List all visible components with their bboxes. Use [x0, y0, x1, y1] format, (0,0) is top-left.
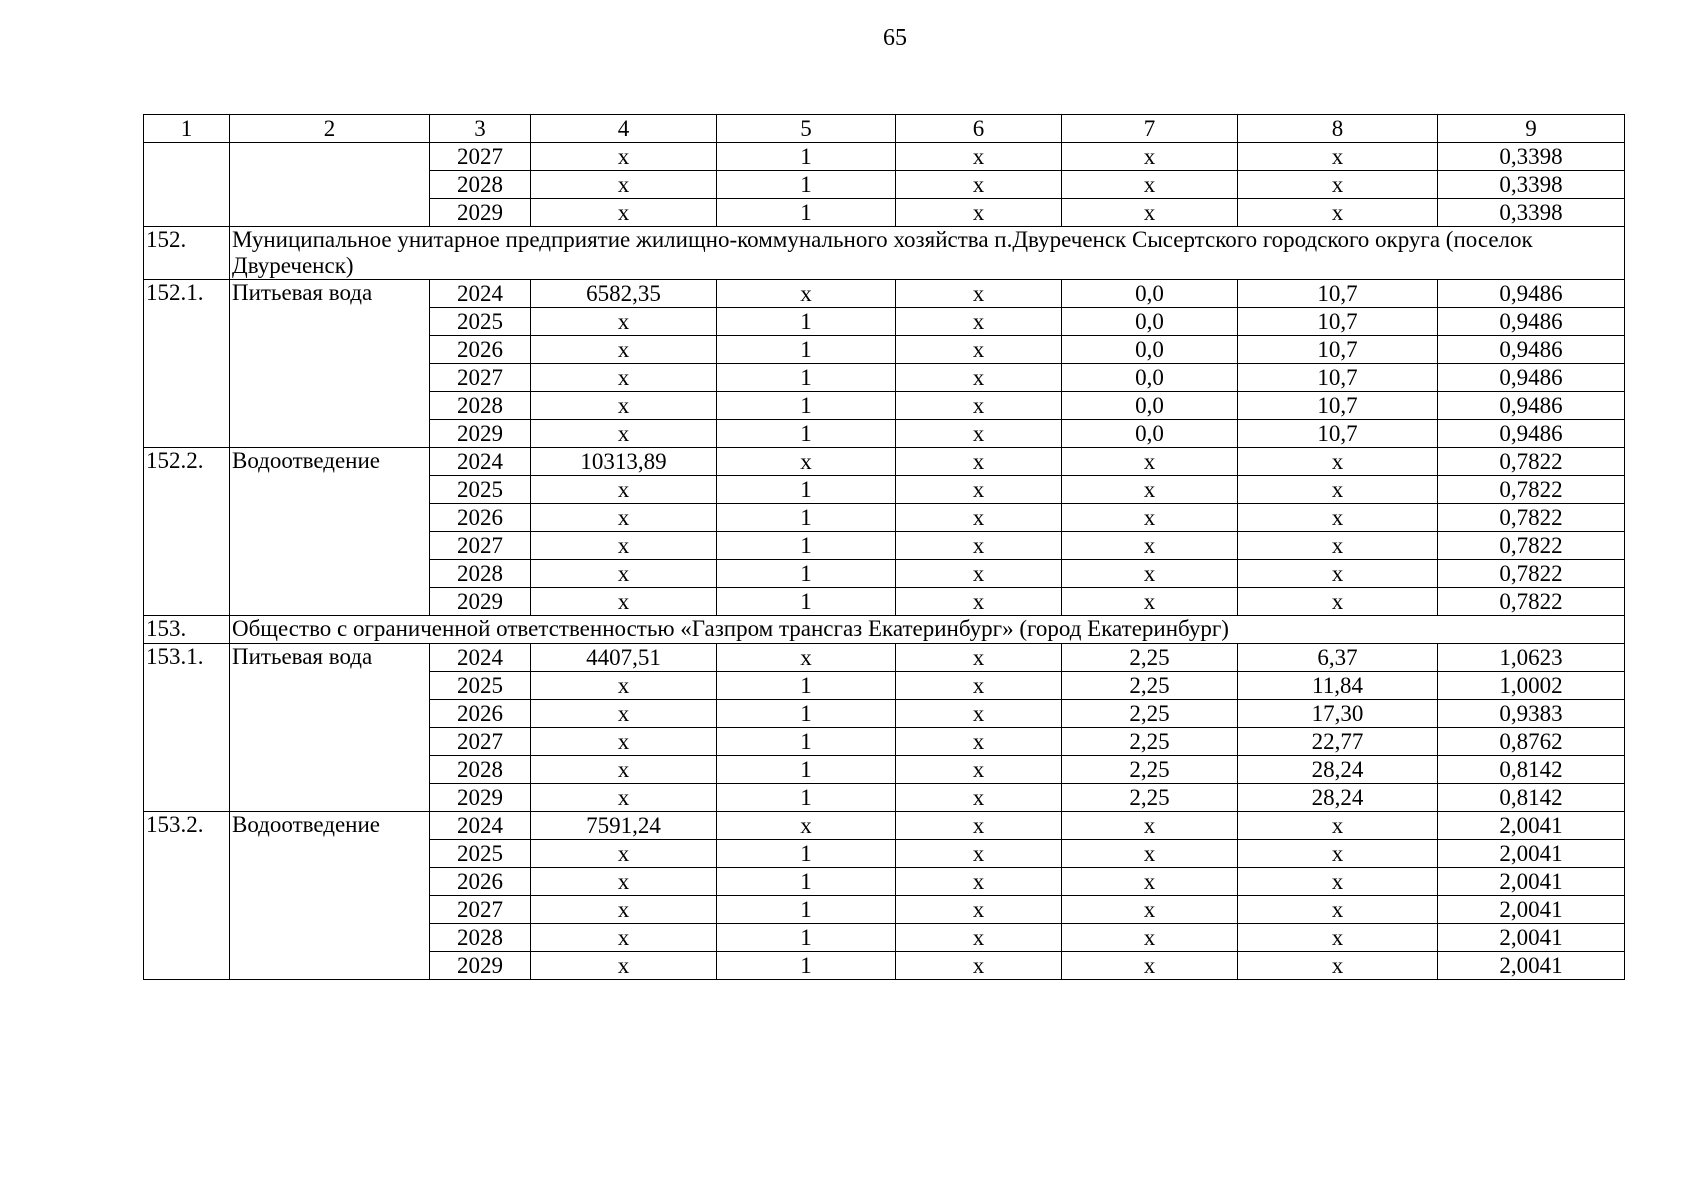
value-cell: x: [531, 336, 717, 364]
value-cell: 10,7: [1238, 280, 1438, 308]
value-cell: 0,0: [1062, 280, 1238, 308]
table-row: [144, 644, 1625, 672]
value-cell: 2027: [430, 728, 531, 756]
value-cell: 2024: [430, 448, 531, 476]
value-cell: 2,25: [1062, 700, 1238, 728]
organization-row: [144, 227, 1625, 280]
value-cell: x: [896, 392, 1062, 420]
value-cell: 1: [717, 700, 896, 728]
value-cell: 10313,89: [531, 448, 717, 476]
column-number-cell: 7: [1062, 115, 1238, 143]
value-cell: 2027: [430, 143, 531, 171]
value-cell: 6,37: [1238, 644, 1438, 672]
value-cell: 1,0002: [1438, 672, 1625, 700]
service-name-cell: Питьевая вода: [230, 644, 430, 812]
value-cell: x: [531, 504, 717, 532]
service-name-cell: Питьевая вода: [230, 280, 430, 448]
value-cell: x: [896, 171, 1062, 199]
value-cell: 2025: [430, 308, 531, 336]
value-cell: x: [896, 280, 1062, 308]
value-cell: 10,7: [1238, 336, 1438, 364]
value-cell: x: [1062, 560, 1238, 588]
value-cell: x: [896, 756, 1062, 784]
value-cell: 1: [717, 756, 896, 784]
value-cell: 1: [717, 896, 896, 924]
value-cell: 6582,35: [531, 280, 717, 308]
value-cell: x: [717, 644, 896, 672]
value-cell: x: [531, 784, 717, 812]
value-cell: 2029: [430, 420, 531, 448]
section-number-cell: 153.: [144, 616, 230, 644]
value-cell: x: [896, 672, 1062, 700]
column-number-cell: 8: [1238, 115, 1438, 143]
value-cell: x: [1062, 476, 1238, 504]
value-cell: 0,3398: [1438, 171, 1625, 199]
value-cell: x: [1238, 476, 1438, 504]
value-cell: 0,0: [1062, 336, 1238, 364]
value-cell: 0,8142: [1438, 784, 1625, 812]
value-cell: 1,0623: [1438, 644, 1625, 672]
value-cell: x: [531, 364, 717, 392]
value-cell: 2,0041: [1438, 924, 1625, 952]
value-cell: x: [531, 143, 717, 171]
value-cell: x: [531, 896, 717, 924]
value-cell: x: [896, 952, 1062, 980]
value-cell: x: [896, 784, 1062, 812]
value-cell: x: [896, 644, 1062, 672]
value-cell: 1: [717, 924, 896, 952]
value-cell: 2,25: [1062, 644, 1238, 672]
value-cell: 10,7: [1238, 308, 1438, 336]
value-cell: x: [896, 336, 1062, 364]
value-cell: 2026: [430, 504, 531, 532]
value-cell: 0,8142: [1438, 756, 1625, 784]
value-cell: 0,7822: [1438, 532, 1625, 560]
value-cell: 10,7: [1238, 420, 1438, 448]
value-cell: 2026: [430, 700, 531, 728]
value-cell: 0,0: [1062, 392, 1238, 420]
value-cell: x: [717, 280, 896, 308]
value-cell: x: [896, 588, 1062, 616]
value-cell: 1: [717, 143, 896, 171]
value-cell: 2028: [430, 756, 531, 784]
value-cell: 0,0: [1062, 420, 1238, 448]
value-cell: x: [1062, 199, 1238, 227]
table-row: [144, 812, 1625, 840]
value-cell: 1: [717, 308, 896, 336]
value-cell: 2029: [430, 199, 531, 227]
value-cell: x: [1238, 868, 1438, 896]
value-cell: x: [1238, 588, 1438, 616]
value-cell: x: [531, 840, 717, 868]
value-cell: 2025: [430, 476, 531, 504]
value-cell: x: [531, 952, 717, 980]
column-number-cell: 3: [430, 115, 531, 143]
value-cell: 2024: [430, 280, 531, 308]
value-cell: 1: [717, 588, 896, 616]
organization-name-cell: Общество с ограниченной ответственностью «Газпром трансгаз Екатеринбург» (город Екатеринбург): [230, 616, 1625, 644]
table-row: [144, 143, 1625, 171]
value-cell: 1: [717, 560, 896, 588]
value-cell: x: [531, 308, 717, 336]
value-cell: x: [531, 924, 717, 952]
value-cell: 1: [717, 868, 896, 896]
value-cell: x: [1062, 532, 1238, 560]
value-cell: 2,25: [1062, 756, 1238, 784]
value-cell: x: [1238, 924, 1438, 952]
value-cell: 1: [717, 840, 896, 868]
value-cell: 0,0: [1062, 364, 1238, 392]
value-cell: x: [896, 199, 1062, 227]
value-cell: 1: [717, 476, 896, 504]
value-cell: 11,84: [1238, 672, 1438, 700]
value-cell: 0,7822: [1438, 588, 1625, 616]
value-cell: 2026: [430, 336, 531, 364]
value-cell: x: [1238, 896, 1438, 924]
value-cell: x: [1062, 952, 1238, 980]
table-row: [144, 280, 1625, 308]
item-number-cell: 152.1.: [144, 280, 230, 448]
value-cell: 28,24: [1238, 756, 1438, 784]
value-cell: x: [1062, 896, 1238, 924]
value-cell: x: [531, 532, 717, 560]
value-cell: x: [531, 672, 717, 700]
value-cell: 2029: [430, 784, 531, 812]
value-cell: x: [531, 700, 717, 728]
value-cell: x: [1238, 504, 1438, 532]
value-cell: 2,25: [1062, 672, 1238, 700]
value-cell: x: [1238, 171, 1438, 199]
value-cell: 0,3398: [1438, 199, 1625, 227]
value-cell: 2,25: [1062, 784, 1238, 812]
value-cell: 0,7822: [1438, 504, 1625, 532]
value-cell: x: [531, 420, 717, 448]
value-cell: x: [1238, 952, 1438, 980]
value-cell: x: [1062, 588, 1238, 616]
value-cell: 4407,51: [531, 644, 717, 672]
value-cell: x: [531, 199, 717, 227]
value-cell: 22,77: [1238, 728, 1438, 756]
value-cell: 0,9486: [1438, 308, 1625, 336]
value-cell: 0,9486: [1438, 336, 1625, 364]
value-cell: 1: [717, 199, 896, 227]
value-cell: 1: [717, 504, 896, 532]
service-name-cell: Водоотведение: [230, 812, 430, 980]
value-cell: x: [531, 392, 717, 420]
value-cell: x: [531, 560, 717, 588]
value-cell: 0,3398: [1438, 143, 1625, 171]
value-cell: 2025: [430, 840, 531, 868]
value-cell: x: [1062, 448, 1238, 476]
value-cell: x: [896, 504, 1062, 532]
value-cell: 2,0041: [1438, 896, 1625, 924]
value-cell: x: [896, 364, 1062, 392]
item-number-cell: 153.2.: [144, 812, 230, 980]
value-cell: 0,0: [1062, 308, 1238, 336]
value-cell: x: [1062, 840, 1238, 868]
value-cell: 1: [717, 392, 896, 420]
value-cell: 0,9486: [1438, 420, 1625, 448]
value-cell: 2,0041: [1438, 840, 1625, 868]
value-cell: 0,8762: [1438, 728, 1625, 756]
service-name-cell: Водоотведение: [230, 448, 430, 616]
value-cell: x: [1062, 171, 1238, 199]
value-cell: x: [896, 532, 1062, 560]
value-cell: x: [1062, 868, 1238, 896]
value-cell: x: [1238, 199, 1438, 227]
value-cell: 2026: [430, 868, 531, 896]
value-cell: 0,7822: [1438, 560, 1625, 588]
value-cell: 0,7822: [1438, 476, 1625, 504]
value-cell: 2028: [430, 560, 531, 588]
column-number-cell: 2: [230, 115, 430, 143]
value-cell: 2027: [430, 364, 531, 392]
value-cell: x: [896, 700, 1062, 728]
value-cell: x: [1062, 924, 1238, 952]
value-cell: 28,24: [1238, 784, 1438, 812]
value-cell: x: [896, 143, 1062, 171]
value-cell: x: [896, 840, 1062, 868]
value-cell: x: [1238, 143, 1438, 171]
value-cell: x: [896, 560, 1062, 588]
value-cell: 1: [717, 171, 896, 199]
value-cell: 1: [717, 532, 896, 560]
value-cell: x: [896, 728, 1062, 756]
value-cell: 1: [717, 336, 896, 364]
value-cell: x: [717, 812, 896, 840]
service-name-cell: [230, 143, 430, 227]
value-cell: 7591,24: [531, 812, 717, 840]
value-cell: x: [896, 924, 1062, 952]
value-cell: 2028: [430, 171, 531, 199]
value-cell: x: [717, 448, 896, 476]
tariff-table: [143, 114, 1625, 980]
value-cell: x: [1238, 840, 1438, 868]
value-cell: 1: [717, 672, 896, 700]
value-cell: 10,7: [1238, 364, 1438, 392]
value-cell: 2028: [430, 924, 531, 952]
value-cell: 0,9383: [1438, 700, 1625, 728]
column-number-cell: 5: [717, 115, 896, 143]
value-cell: 17,30: [1238, 700, 1438, 728]
value-cell: 2024: [430, 812, 531, 840]
value-cell: x: [896, 308, 1062, 336]
value-cell: x: [1238, 532, 1438, 560]
value-cell: x: [1238, 560, 1438, 588]
value-cell: 0,7822: [1438, 448, 1625, 476]
value-cell: x: [896, 812, 1062, 840]
table-row: [144, 448, 1625, 476]
value-cell: 2028: [430, 392, 531, 420]
value-cell: x: [1062, 504, 1238, 532]
item-number-cell: 152.2.: [144, 448, 230, 616]
value-cell: x: [1238, 448, 1438, 476]
column-number-row: [144, 115, 1625, 143]
value-cell: x: [1062, 143, 1238, 171]
value-cell: x: [896, 448, 1062, 476]
column-number-cell: 9: [1438, 115, 1625, 143]
value-cell: x: [896, 476, 1062, 504]
value-cell: 2,0041: [1438, 868, 1625, 896]
organization-row: [144, 616, 1625, 644]
value-cell: 1: [717, 784, 896, 812]
column-number-cell: 4: [531, 115, 717, 143]
value-cell: 2025: [430, 672, 531, 700]
value-cell: x: [531, 868, 717, 896]
value-cell: x: [896, 896, 1062, 924]
column-number-cell: 6: [896, 115, 1062, 143]
value-cell: 1: [717, 420, 896, 448]
item-number-cell: 153.1.: [144, 644, 230, 812]
value-cell: 2029: [430, 588, 531, 616]
value-cell: 1: [717, 364, 896, 392]
value-cell: 2027: [430, 896, 531, 924]
page-number: 65: [883, 25, 907, 51]
value-cell: 2027: [430, 532, 531, 560]
value-cell: x: [1062, 812, 1238, 840]
value-cell: 2,0041: [1438, 952, 1625, 980]
value-cell: 0,9486: [1438, 392, 1625, 420]
organization-name-cell: Муниципальное унитарное предприятие жилищно-коммунального хозяйства п.Двуреченск Сысертского городского округа (поселок Двуреченск): [230, 227, 1625, 280]
value-cell: x: [531, 756, 717, 784]
value-cell: 10,7: [1238, 392, 1438, 420]
column-number-cell: 1: [144, 115, 230, 143]
value-cell: 2024: [430, 644, 531, 672]
value-cell: 2,25: [1062, 728, 1238, 756]
value-cell: x: [896, 420, 1062, 448]
item-number-cell: [144, 143, 230, 227]
value-cell: x: [531, 728, 717, 756]
value-cell: x: [896, 868, 1062, 896]
value-cell: 1: [717, 728, 896, 756]
section-number-cell: 152.: [144, 227, 230, 280]
value-cell: x: [531, 171, 717, 199]
table-body: [144, 115, 1625, 980]
value-cell: 0,9486: [1438, 364, 1625, 392]
value-cell: 2029: [430, 952, 531, 980]
value-cell: x: [1238, 812, 1438, 840]
value-cell: 1: [717, 952, 896, 980]
value-cell: 0,9486: [1438, 280, 1625, 308]
value-cell: x: [531, 588, 717, 616]
value-cell: x: [531, 476, 717, 504]
value-cell: 2,0041: [1438, 812, 1625, 840]
